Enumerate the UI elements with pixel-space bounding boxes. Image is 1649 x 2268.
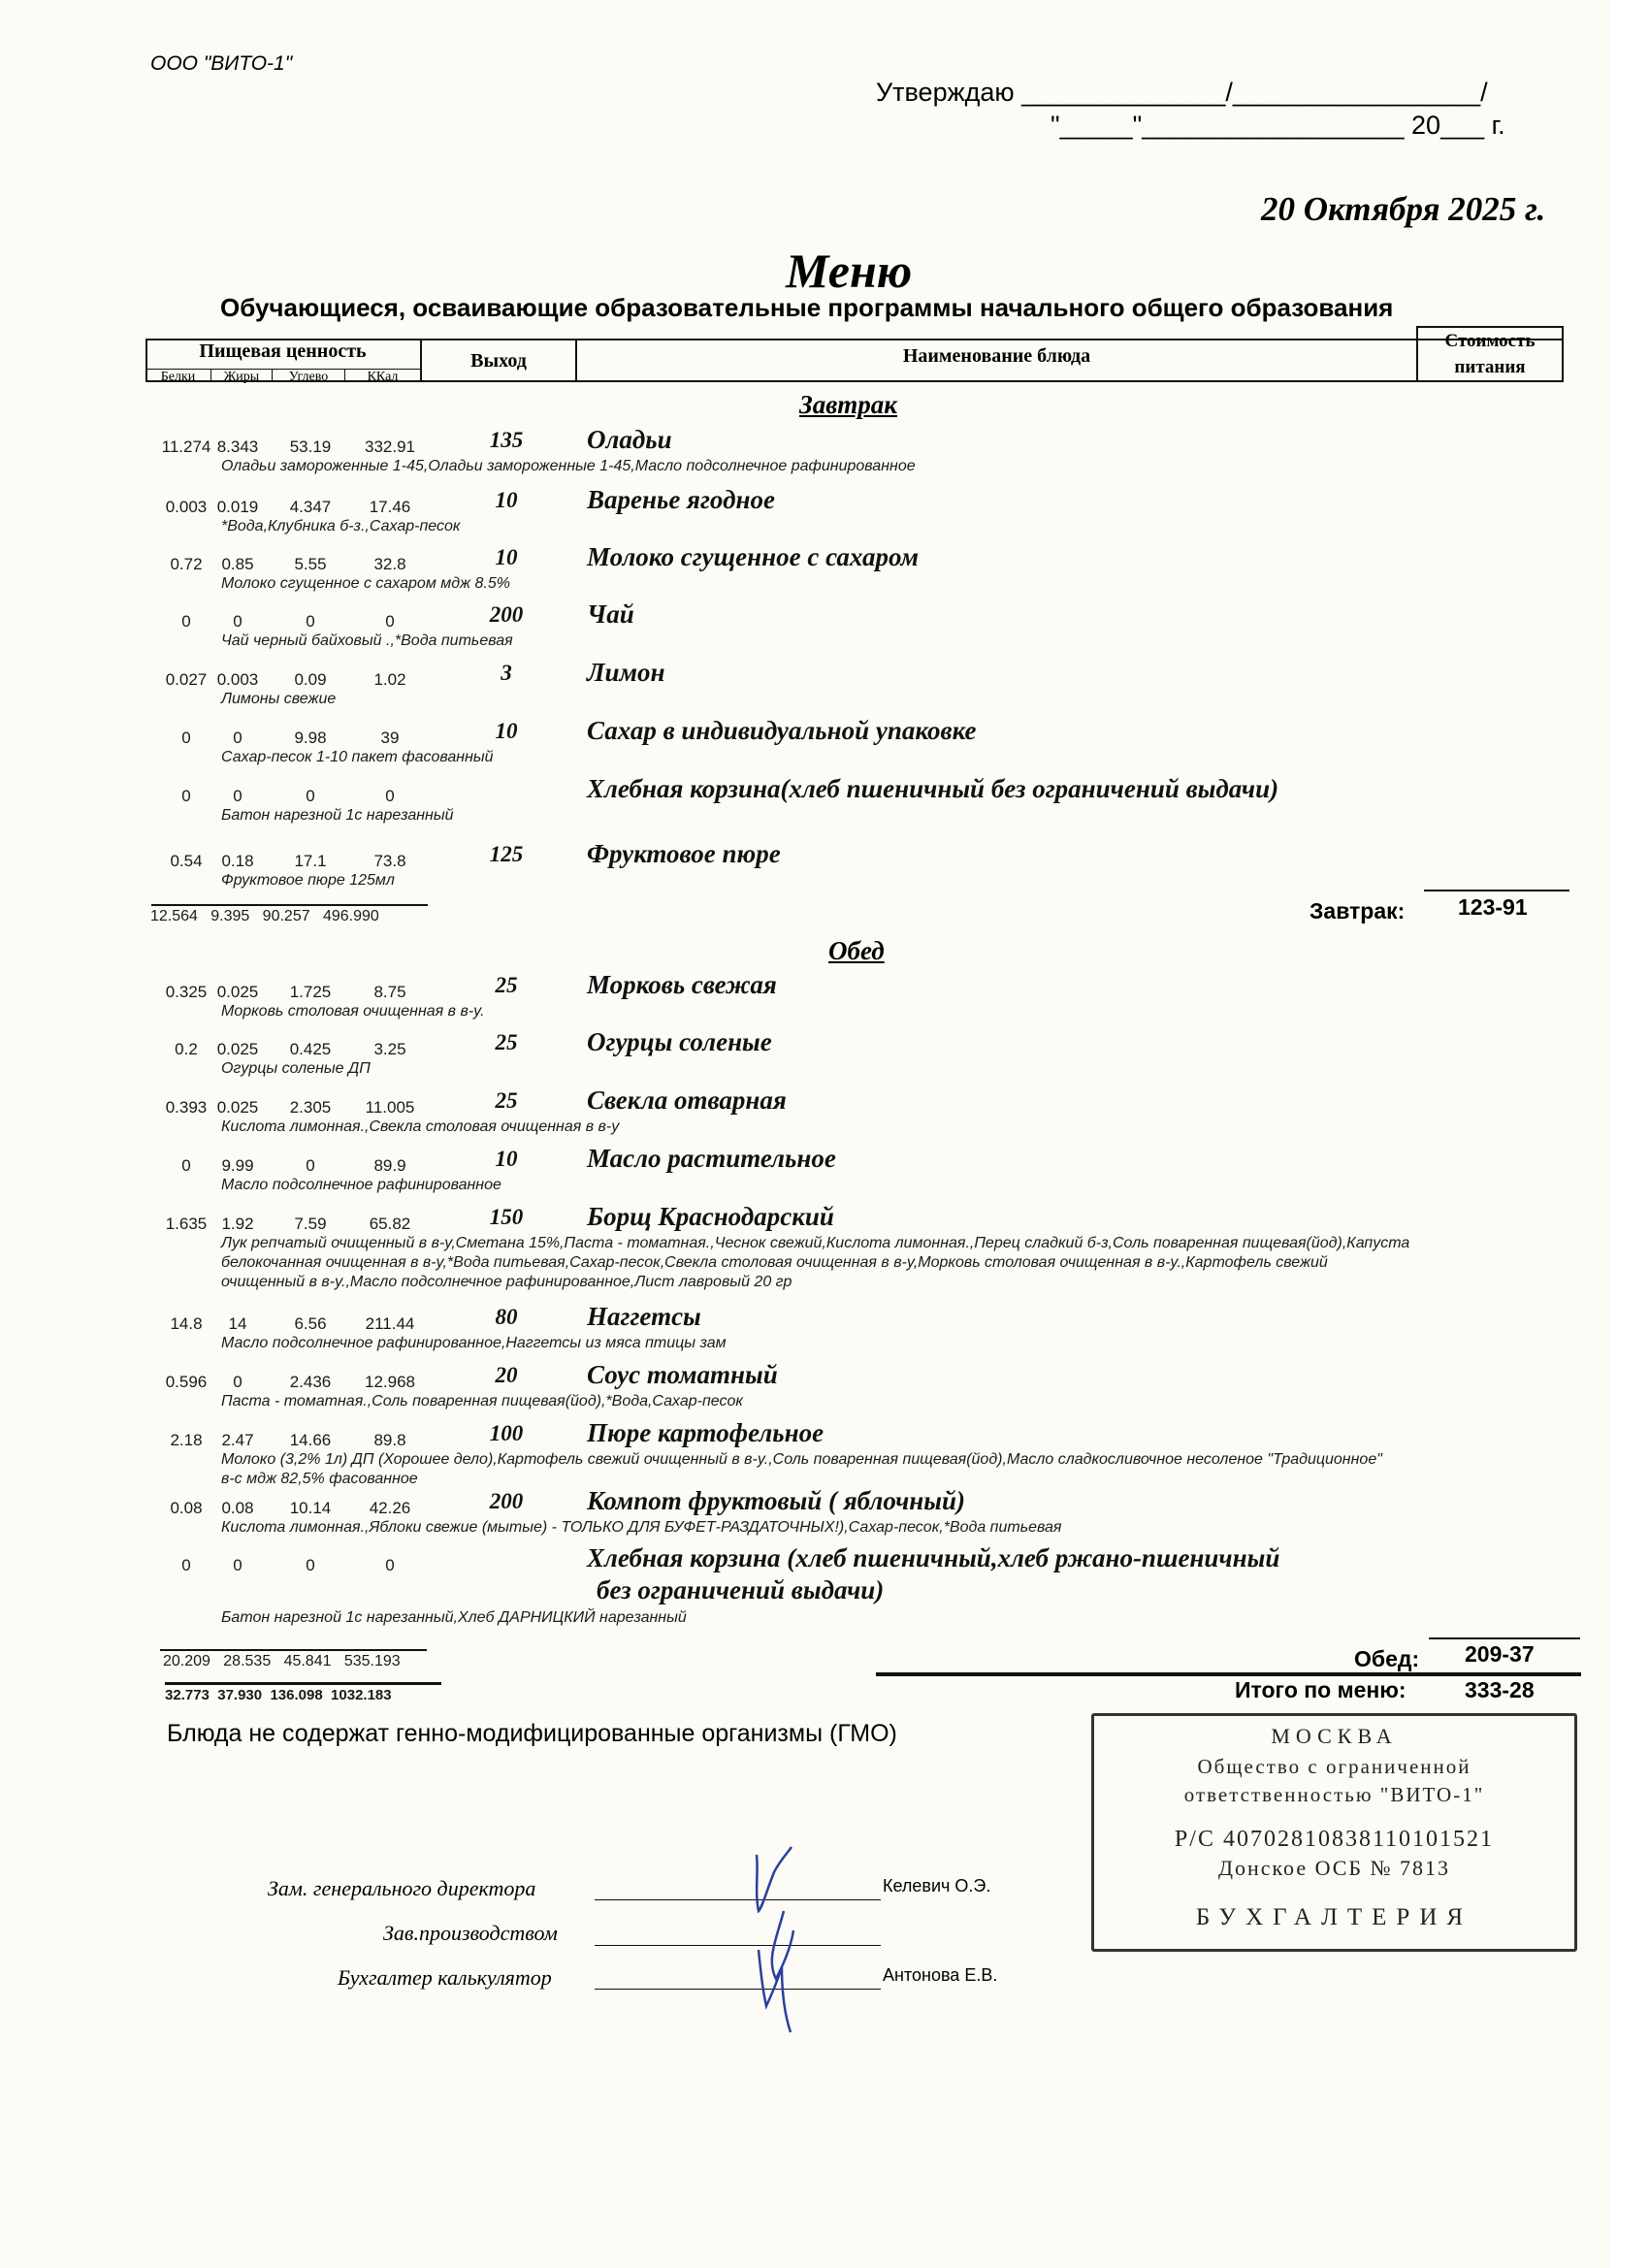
lunch-total-carbs: 45.841 (283, 1653, 332, 1669)
grand-total-cost: 333-28 (1465, 1677, 1535, 1702)
row-fats: 1.92 (221, 1215, 254, 1233)
row-carbs: 6.56 (294, 1314, 327, 1333)
row-fats: 0.85 (221, 555, 254, 573)
row-ingredients: Масло подсолнечное рафинированное,Наггетсы из мяса птицы зам (221, 1335, 727, 1351)
row-dish-name: Борщ Краснодарский (587, 1202, 834, 1231)
row-carbs: 2.305 (289, 1098, 332, 1117)
row-proteins: 0 (181, 612, 191, 631)
row-ingredients: Батон нарезной 1с нарезанный,Хлеб ДАРНИЦКИЙ нарезанный (221, 1609, 687, 1626)
row-kcal: 12.968 (365, 1373, 415, 1391)
nutrition-header: Пищевая ценность (199, 340, 367, 362)
row-carbs: 9.98 (294, 729, 327, 747)
row-dish-name: Молоко сгущенное с сахаром (587, 542, 919, 571)
row-fats: 0.019 (216, 498, 259, 516)
kcal-header: ККал (367, 370, 399, 384)
row-carbs: 0 (306, 612, 315, 631)
row-carbs: 10.14 (289, 1499, 332, 1517)
row-proteins: 0.596 (165, 1373, 208, 1391)
row-kcal: 211.44 (365, 1314, 415, 1333)
row-carbs: 17.1 (294, 852, 327, 870)
row-kcal: 39 (380, 729, 400, 747)
row-yield: 20 (495, 1363, 518, 1387)
row-proteins: 0.08 (170, 1499, 203, 1517)
row-dish-name: Морковь свежая (587, 970, 777, 999)
row-carbs: 0.09 (294, 670, 327, 689)
row-fats: 0 (233, 729, 242, 747)
row-dish-name: Наггетсы (587, 1302, 701, 1331)
row-yield: 80 (495, 1305, 518, 1329)
row-yield: 10 (495, 545, 518, 569)
row-dish-name: Лимон (587, 658, 665, 687)
row-kcal: 11.005 (365, 1098, 415, 1117)
row-dish-name: Масло растительное (587, 1144, 836, 1173)
row-yield: 125 (489, 842, 524, 866)
breakfast-total-carbs: 90.257 (262, 908, 310, 924)
row-yield: 3 (501, 661, 512, 685)
stamp-city: МОСКВА (1271, 1724, 1398, 1748)
row-ingredients: Морковь столовая очищенная в в-у. (221, 1003, 485, 1020)
signature-name-accountant: Антонова Е.В. (883, 1965, 998, 1985)
row-kcal: 42.26 (369, 1499, 411, 1517)
lunch-cost: 209-37 (1465, 1641, 1535, 1667)
approve-line: Утверждаю ______________/_________________/ (876, 78, 1488, 107)
row-yield: 25 (495, 1088, 518, 1113)
row-ingredients: Лук репчатый очищенный в в-у,Сметана 15%,Паста - томатная.,Чеснок свежий,Кислота лимонная.,Перец сладкий б-з,Соль поваренная пищевая(йод),Капуста (221, 1235, 1410, 1251)
row-ingredients: Лимоны свежие (221, 691, 337, 707)
row-carbs: 5.55 (294, 555, 327, 573)
row-yield: 25 (495, 1030, 518, 1054)
cost-header: Стоимость питания (1444, 331, 1536, 377)
lunch-cost-label: Обед: (1354, 1646, 1420, 1671)
row-yield: 25 (495, 973, 518, 997)
grand-total-kcal: 1032.183 (331, 1687, 392, 1703)
row-kcal: 0 (385, 787, 395, 805)
row-proteins: 0 (181, 1556, 191, 1574)
row-ingredients: Сахар-песок 1-10 пакет фасованный (221, 749, 494, 765)
row-ingredients: Фруктовое пюре 125мл (221, 872, 395, 889)
row-yield: 100 (489, 1421, 524, 1445)
row-fats: 0.025 (216, 1040, 259, 1058)
row-fats: 8.343 (216, 437, 259, 456)
row-ingredients: Чай черный байховый .,*Вода питьевая (221, 632, 513, 649)
row-fats: 0.025 (216, 1098, 259, 1117)
organization-stamp (1091, 1713, 1577, 1952)
menu-date: 20 Октября 2025 г. (1261, 190, 1546, 228)
row-ingredients: Кислота лимонная.,Яблоки свежие (мытые) - ТОЛЬКО ДЛЯ БУФЕТ-РАЗДАТОЧНЫХ!),Сахар-песок,*Вода питьевая (221, 1519, 1062, 1536)
row-proteins: 0 (181, 1156, 191, 1175)
row-dish-name: Свекла отварная (587, 1085, 787, 1115)
row-fats: 14 (228, 1314, 247, 1333)
row-fats: 0 (233, 612, 242, 631)
proteins-header: Белки (160, 370, 196, 384)
row-yield: 200 (489, 1489, 524, 1513)
row-kcal: 1.02 (373, 670, 406, 689)
page-subtitle: Обучающиеся, осваивающие образовательные программы начального общего образования (220, 293, 1394, 322)
row-carbs: 1.725 (289, 983, 332, 1001)
row-fats: 0.003 (216, 670, 259, 689)
row-fats: 2.47 (221, 1431, 254, 1449)
row-carbs: 2.436 (289, 1373, 332, 1391)
row-dish-name: Хлебная корзина (хлеб пшеничный,хлеб ржано-пшеничный (587, 1543, 1280, 1572)
breakfast-cost: 123-91 (1458, 894, 1528, 920)
section-title-lunch: Обед (828, 936, 885, 965)
row-ingredients: белокочанная очищенная в в-у,*Вода питьевая,Сахар-песок,Свекла столовая очищенная в в-у,Морковь столовая очищенная в в-у.,Картофель свежий (221, 1254, 1328, 1271)
row-ingredients: в-с мдж 82,5% фасованное (221, 1471, 418, 1487)
grand-total-carbs: 136.098 (270, 1687, 323, 1703)
row-ingredients: Оладьи замороженные 1-45,Оладьи замороженные 1-45,Масло подсолнечное рафинированное (221, 458, 916, 474)
row-dish-name: Хлебная корзина(хлеб пшеничный без ограничений выдачи) (587, 774, 1279, 803)
row-fats: 0 (233, 787, 242, 805)
row-kcal: 89.9 (373, 1156, 406, 1175)
grand-total-label: Итого по меню: (1235, 1677, 1406, 1702)
row-yield: 10 (495, 1147, 518, 1171)
lunch-totals (163, 1653, 401, 1670)
row-ingredients: Кислота лимонная.,Свекла столовая очищенная в в-у (221, 1118, 620, 1135)
breakfast-total-fats: 9.395 (210, 908, 250, 924)
row-dish-name: Чай (587, 599, 634, 629)
breakfast-totals (150, 908, 379, 925)
signature-role-accountant: Бухгалтер калькулятор (338, 1965, 552, 1990)
row-proteins: 2.18 (170, 1431, 203, 1449)
row-fats: 0 (233, 1373, 242, 1391)
row-kcal: 8.75 (373, 983, 406, 1001)
row-ingredients: очищенный в в-у.,Масло подсолнечное рафинированное,Лист лавровый 20 гр (221, 1274, 792, 1290)
grand-total-proteins: 32.773 (165, 1687, 210, 1703)
row-carbs: 4.347 (289, 498, 332, 516)
row-carbs: 0 (306, 787, 315, 805)
section-title-breakfast: Завтрак (799, 390, 897, 419)
row-dish-name: Компот фруктовый ( яблочный) (587, 1486, 966, 1515)
row-yield: 10 (495, 488, 518, 512)
gmo-note: Блюда не содержат генно-модифицированные организмы (ГМО) (167, 1720, 897, 1747)
row-fats: 0.18 (221, 852, 254, 870)
row-dish-name: Пюре картофельное (587, 1418, 824, 1447)
row-yield: 135 (489, 428, 524, 452)
row-dish-name-line2: без ограничений выдачи) (597, 1575, 885, 1604)
row-ingredients: Молоко (3,2% 1л) ДП (Хорошее дело),Картофель свежий очищенный в в-у.,Соль поваренная пищевая(йод),Масло сладкосливочное несоленое "Традиционное" (221, 1451, 1382, 1468)
lunch-total-kcal: 535.193 (343, 1653, 401, 1669)
row-proteins: 0 (181, 787, 191, 805)
row-dish-name: Соус томатный (587, 1360, 778, 1389)
signature-role-deputy-director: Зам. генерального директора (268, 1876, 536, 1900)
lunch-total-fats: 28.535 (223, 1653, 272, 1669)
row-proteins: 0 (181, 729, 191, 747)
row-carbs: 0.425 (289, 1040, 332, 1058)
row-fats: 9.99 (221, 1156, 254, 1175)
breakfast-cost-label: Завтрак: (1310, 898, 1406, 923)
row-dish-name: Оладьи (587, 425, 672, 454)
stamp-account: Р/С 40702810838110101521 (1174, 1827, 1495, 1852)
row-proteins: 14.8 (170, 1314, 203, 1333)
row-fats: 0.025 (216, 983, 259, 1001)
page-title: Меню (786, 243, 913, 298)
row-ingredients: Огурцы соленые ДП (221, 1060, 371, 1077)
row-proteins: 11.274 (161, 437, 211, 456)
row-ingredients: Масло подсолнечное рафинированное (221, 1177, 501, 1193)
stamp-bank: Донское ОСБ № 7813 (1217, 1856, 1451, 1880)
row-dish-name: Варенье ягодное (587, 485, 775, 514)
grand-totals (165, 1687, 392, 1703)
carbs-header: Углево (288, 370, 329, 384)
row-carbs: 53.19 (289, 437, 332, 456)
row-kcal: 32.8 (373, 555, 406, 573)
org-name: ООО "ВИТО-1" (150, 52, 293, 75)
row-kcal: 3.25 (373, 1040, 406, 1058)
yield-header: Выход (470, 350, 527, 372)
handwritten-signature (737, 1833, 815, 2037)
row-proteins: 0.393 (165, 1098, 208, 1117)
row-dish-name: Фруктовое пюре (587, 839, 781, 868)
signature-role-production-head: Зав.производством (383, 1921, 558, 1945)
row-fats: 0 (233, 1556, 242, 1574)
row-ingredients: *Вода,Клубника б-з.,Сахар-песок (221, 518, 461, 535)
row-proteins: 0.54 (170, 852, 203, 870)
grand-total-fats: 37.930 (217, 1687, 263, 1703)
lunch-total-proteins: 20.209 (163, 1653, 210, 1669)
fats-header: Жиры (223, 370, 260, 384)
approve-date-line: "_____"__________________ 20___ г. (1051, 111, 1505, 140)
row-carbs: 14.66 (289, 1431, 332, 1449)
breakfast-total-proteins: 12.564 (150, 908, 198, 924)
row-proteins: 0.72 (170, 555, 203, 573)
row-ingredients: Батон нарезной 1с нарезанный (221, 807, 454, 824)
row-kcal: 0 (385, 1556, 395, 1574)
row-carbs: 0 (306, 1156, 315, 1175)
breakfast-total-kcal: 496.990 (322, 908, 379, 924)
row-fats: 0.08 (221, 1499, 254, 1517)
row-ingredients: Молоко сгущенное с сахаром мдж 8.5% (221, 575, 510, 592)
row-proteins: 0.325 (165, 983, 208, 1001)
row-ingredients: Паста - томатная.,Соль поваренная пищевая(йод),*Вода,Сахар-песок (221, 1393, 743, 1409)
row-dish-name: Сахар в индивидуальной упаковке (587, 716, 977, 745)
row-proteins: 0.003 (165, 498, 208, 516)
row-proteins: 0.027 (165, 670, 208, 689)
row-proteins: 0.2 (175, 1040, 198, 1058)
signature-name-deputy-director: Келевич О.Э. (883, 1876, 991, 1895)
row-yield: 150 (489, 1205, 524, 1229)
row-proteins: 1.635 (165, 1215, 208, 1233)
row-carbs: 7.59 (294, 1215, 327, 1233)
row-kcal: 73.8 (373, 852, 406, 870)
stamp-department: БУХГАЛТЕРИЯ (1195, 1904, 1473, 1930)
row-carbs: 0 (306, 1556, 315, 1574)
dish-name-header: Наименование блюда (902, 345, 1091, 367)
row-yield: 10 (495, 719, 518, 743)
row-dish-name: Огурцы соленые (587, 1027, 772, 1056)
row-kcal: 332.91 (365, 437, 415, 456)
row-kcal: 89.8 (373, 1431, 406, 1449)
row-yield: 200 (489, 602, 524, 627)
stamp-org-line1: Общество с ограниченной (1197, 1755, 1471, 1778)
stamp-org-line2: ответственностью "ВИТО-1" (1183, 1783, 1485, 1806)
row-kcal: 17.46 (369, 498, 411, 516)
row-kcal: 0 (385, 612, 395, 631)
row-kcal: 65.82 (369, 1215, 411, 1233)
